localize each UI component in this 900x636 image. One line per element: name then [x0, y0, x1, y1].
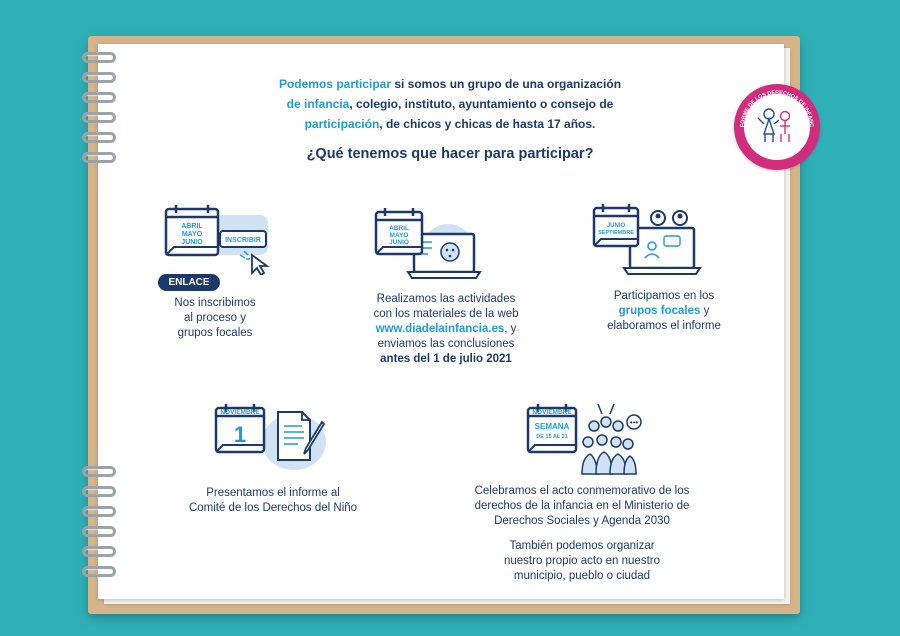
step2-text — [346, 292, 546, 367]
calendar-month: JUNIO — [606, 223, 626, 229]
spiral-ring — [82, 92, 116, 103]
spiral-ring — [82, 52, 116, 63]
inscribir-label: INSCRIBIR — [225, 237, 261, 244]
step4-text — [168, 486, 378, 516]
calendar-month: SEPTIEMBRE — [598, 230, 634, 236]
calendar-month: ABRIL — [389, 225, 409, 232]
step1-line: Nos inscribimos — [174, 297, 256, 309]
intro-text: , colegio, instituto, ayuntamiento o consejo de — [349, 97, 614, 111]
enlace-button[interactable]: ENLACE — [158, 274, 220, 291]
intro-text: , de chicos y chicas de hasta 17 años. — [379, 117, 596, 131]
spiral-ring — [82, 466, 116, 477]
step5-extra-line: municipio, pueblo o ciudad — [513, 570, 651, 582]
step5-line: Derechos Sociales y Agenda 2030 — [494, 515, 670, 527]
step3-line: y — [700, 305, 710, 317]
step3-illustration — [590, 204, 702, 280]
spiral-ring — [82, 486, 116, 497]
crowd-icon — [582, 404, 641, 474]
step2-line: con los materiales de la web — [373, 308, 519, 320]
step5-line: derechos de la infancia en el Ministerio de — [474, 500, 690, 512]
badge-ring-text — [734, 84, 820, 170]
step2-line: Realizamos las actividades — [376, 293, 516, 305]
step2-illustration — [372, 208, 482, 284]
calendar-icon — [528, 404, 576, 452]
spiral-ring — [82, 506, 116, 517]
step3-text — [584, 289, 744, 334]
spiral-ring — [82, 546, 116, 557]
badge-top-text: FORME DE LOS DERECHOS DE INFANC — [739, 89, 815, 128]
calendar-icon — [376, 208, 422, 254]
calendar-icon — [216, 404, 264, 452]
deadline-text: antes del 1 de julio 2021 — [380, 353, 512, 365]
intro-highlight: de infancia — [286, 97, 350, 111]
calendar-month: JUNIO — [181, 239, 203, 246]
step4-line: Presentamos el informe al — [206, 487, 340, 499]
calendar-day: 1 — [233, 422, 247, 447]
step1-line: grupos focales — [177, 327, 253, 339]
spiral-ring — [82, 72, 116, 83]
calendar-month: MAYO — [181, 231, 203, 238]
calendar-month: NOVIEMBRE — [220, 409, 260, 416]
step3-line: elaboramos el informe — [607, 320, 721, 332]
step5-extra-line: nuestro propio acto en nuestro — [504, 555, 660, 567]
step1-illustration — [160, 203, 280, 275]
spiral-ring — [82, 132, 116, 143]
intro-highlight: participación — [304, 117, 380, 131]
svg-text:•••: ••• — [629, 418, 639, 427]
calendar-month: MAYO — [389, 232, 409, 239]
intro-highlight: Podemos participar — [278, 77, 391, 91]
spiral-ring — [82, 152, 116, 163]
rights-report-badge — [734, 84, 820, 170]
calendar-month: JUNIO — [389, 239, 409, 246]
spiral-ring — [82, 112, 116, 123]
step5-line: Celebramos el acto conmemorativo de los — [474, 485, 690, 497]
spiral-ring — [82, 566, 116, 577]
calendar-week-range: DE 15 AL 21 — [536, 434, 568, 440]
step2-line: , y — [504, 323, 517, 335]
inscribir-button-graphic — [220, 231, 266, 247]
step3-line: Participamos en los — [613, 290, 715, 302]
intro-text: si somos un grupo de una organización — [391, 77, 622, 91]
step5-extra-text — [482, 539, 682, 584]
spiral-ring — [82, 526, 116, 537]
step1-line: al proceso y — [183, 312, 246, 324]
badge-bottom-text: NIÑOS Y NIÑAS — [757, 144, 797, 157]
calendar-icon — [594, 204, 638, 246]
calendar-week: SEMANA — [534, 422, 570, 431]
step5-illustration — [524, 402, 650, 478]
step1-text — [150, 296, 280, 341]
website-link[interactable]: www.diadelainfancia.es — [375, 323, 505, 335]
calendar-month: NOVIEMBRE — [532, 409, 572, 416]
step5-text — [452, 484, 712, 529]
intro-paragraph — [220, 74, 680, 134]
step4-line: Comité de los Derechos del Niño — [188, 502, 358, 514]
step4-illustration — [212, 402, 338, 472]
calendar-icon — [166, 205, 218, 255]
focus-groups-link: grupos focales — [618, 305, 701, 317]
section-question: ¿Qué tenemos que hacer para participar? — [306, 146, 594, 162]
step5-extra-line: También podemos organizar — [509, 540, 655, 552]
step2-line: enviamos las conclusiones — [377, 338, 515, 350]
calendar-month: ABRIL — [181, 223, 203, 230]
